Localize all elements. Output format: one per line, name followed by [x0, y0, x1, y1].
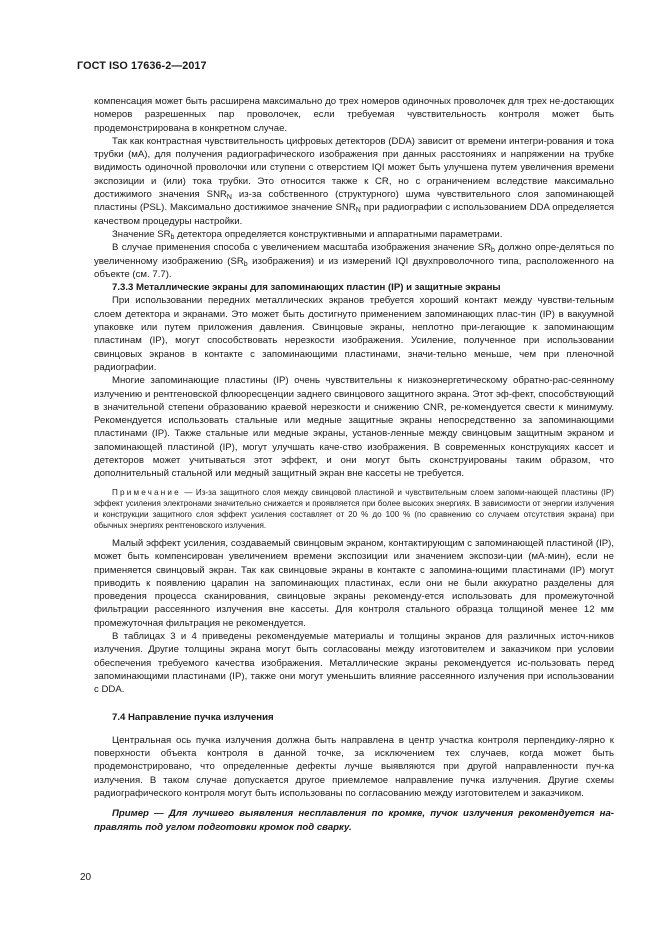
paragraph: Значение $SR_b$ детектора определяется конструктивными и аппаратными параметрами. — [112, 228, 503, 241]
paragraph: компенсация может быть расширена максимально до трех номеров одиночных проволочек для трех не-достающих номеров разрешенных пар проволочек, если требуемая чувствительность контроля может быть продемонстрирована в конкретном случае. — [94, 96, 614, 134]
note: Примечание — Из-за защитного слоя между свинцовой пластиной и чувствительным слоем запоми-нающей пластины (IP) эффект усиления электронами значительно снижается и проявляется при более высоких энергиях. В зависимости от энергии излучения и конструкции защитного слоя эффект усиления составляет от 20 % до 100 % (по сравнению со случаем отсутствия экрана) при обычных энергиях рентгеновского излучения. — [94, 487, 614, 530]
paragraph: При использовании передних металлических экранов требуется хороший контакт между чувстви-тельным слоем детектора и экранами. Это может быть достигнуто применением запоминающих плас-тин (IP) в вакуумной упаковке или путем приложения давления. Свинцовые экраны, неплотно при-легающие к запоминающим пластинам (IP), могут способствовать нерезкости изображения. Усиление, полученное при использовании свинцовых экранов в контакте с запоминающими пластинами, значи-тельно меньше, чем при пленочной радиографии. — [94, 295, 614, 373]
example: Пример — Для лучшего выявления несплавления по кромке, пучок излучения рекомендуется на-правлять под углом подготовки кромок под сварку. — [94, 808, 614, 833]
section-heading-7-3-3: 7.3.3 Металлические экраны для запоминающих пластин (IP) и защитные экраны — [112, 282, 501, 294]
document-body — [94, 95, 614, 834]
section-heading-7-4: 7.4 Направление пучка излучения — [112, 711, 274, 723]
paragraph: Малый эффект усиления, создаваемый свинцовым экраном, контактирующим с запоминающей пластиной (IP), может быть компенсирован увеличением времени экспозиции или значением экспози-ции (мА·мин), если не применяется свинцовый экран. Так как свинцовые экраны в контакте с запомина-ющими пластинами (IP) могут приводить к появлению царапин на запоминающих пластинах, если они не были аккуратно разделены для проведения процесса сканирования, свинцовые экраны рекоменду-ется использовать для промежуточной фильтрации рассеянного излучения вне кассеты. Для контроля стального образца толщиной менее 12 мм промежуточная фильтрация не рекомендуется. — [94, 537, 614, 629]
note-label: Примечание — [112, 487, 181, 497]
paragraph: Многие запоминающие пластины (IP) очень чувствительны к низкоэнергетическому обратно-рас-сеянному излучению и рентгеновской флюоресценции заднего свинцового защитного экрана. Этот эф-фект, способствующий в значительной степени образованию краевой нерезкости и снижению CNR, ре-комендуется свести к минимуму. Рекомендуется использовать стальные или медные защитные экраны непосредственно за запоминающими пластинами (IP). Также стальные или медные экраны, установ-ленные между свинцовым защитным экраном и запоминающей пластиной (IP), могут улучшать каче-ство изображения. В современных конструкциях кассет и детекторов может учитываться этот эффект, и они могут быть сконструированы таким образом, что дополнительный стальной или медный защитный экран вне кассеты не требуется. — [94, 375, 614, 480]
page-number: 20 — [80, 872, 92, 883]
paragraph: Так как контрастная чувствительность цифровых детекторов (DDA) зависит от времени интегри-рования и тока трубки (мА), для получения радиографического изображения при данных расстояниях и напряжении на трубке видимость одиночной проволочки или ступени с отверстием IQI может быть улучшена путем увеличения времени экспозиции и (или) тока трубки. Это относится также к CR, но с ограничением вследствие максимально достижимого значения $SNR_N$ из-за собственного (структурного) шума чувствительного слоя запоминающей пластины (PSL). Максимально достижимое значение $SNR_N$ при радиографии с использованием DDA определяется качеством процедуры настройки. — [94, 135, 614, 227]
paragraph: Центральная ось пучка излучения должна быть направлена в центр участка контроля перпендику-лярно к поверхности объекта контроля в данной точке, за исключением тех случаев, когда может быть продемонстрировано, что определенные дефекты лучше выявляются при другой направленности пуч-ка излучения. В таком случае допускается другое приемлемое направление пучка излучения. Другие схемы радиографического контроля могут быть использованы по согласованию между изготовителем и заказчиком. — [94, 734, 614, 800]
document-header: ГОСТ ISO 17636-2—2017 — [77, 60, 207, 72]
paragraph: В случае применения способа с увеличением масштаба изображения значение $SR_b$ должно опре-деляться по увеличенному изображению ($SR_b$ изображения) и из измерений IQI двухпроволочного типа, расположенного на объекте (см. 7.7). — [94, 242, 615, 280]
paragraph: В таблицах 3 и 4 приведены рекомендуемые материалы и толщины экранов для различных источ-ников излучения. Другие толщины экрана могут быть согласованы между изготовителем и заказчиком при условии обеспечения требуемого качества изображения. Металлические экраны рекомендуется ис-пользовать перед запоминающими пластинами (IP), также они могут уменьшить влияние рассеянного излучения при использовании с DDA. — [94, 631, 614, 696]
